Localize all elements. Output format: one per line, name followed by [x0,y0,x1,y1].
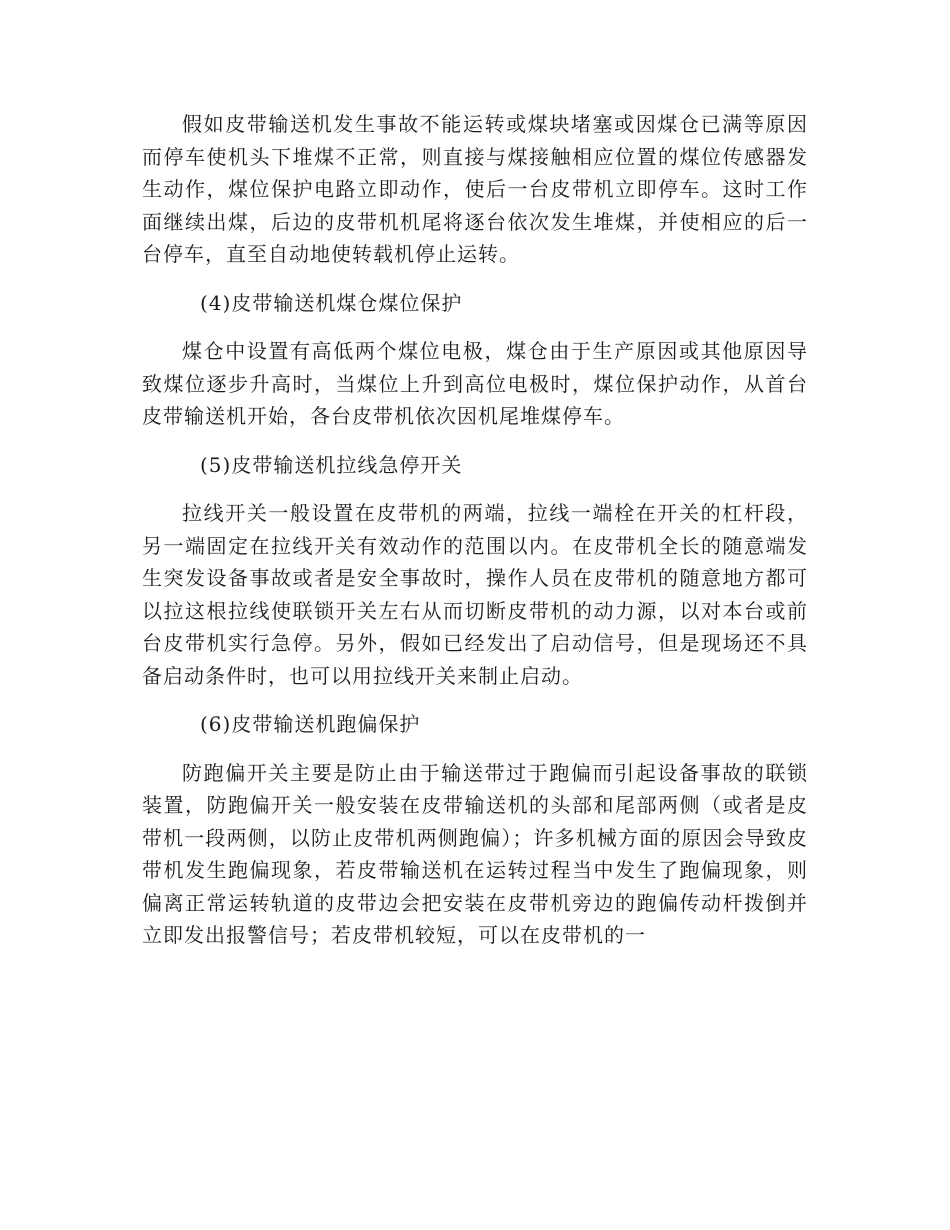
heading-pull-cord-emergency-stop: (5)皮带输送机拉线急停开关 [200,452,463,477]
paragraph-bunker-coal-level-protection: 煤仓中设置有高低两个煤位电极，煤仓由于生产原因或其他原因导致煤位逐步升高时，当煤位上升到高位电极时，煤位保护动作，从首台皮带输送机开始，各台皮带机依次因机尾堆煤停车。 [142,339,808,428]
paragraph-coal-blockage-protection: 假如皮带输送机发生事故不能运转或煤块堵塞或因煤仓已满等原因而停车使机头下堆煤不正常，则直接与煤接触相应位置的煤位传感器发生动作，煤位保护电路立即动作，使后一台皮带机立即停车。这时工作面继续出煤，后边的皮带机机尾将逐台依次发生堆煤，并使相应的后一台停车，直至自动地使转载机停止运转。 [142,112,808,266]
document-body [142,108,808,968]
heading-bunker-coal-level-protection: (4)皮带输送机煤仓煤位保护 [200,290,463,315]
paragraph-pull-cord-emergency-stop: 拉线开关一般设置在皮带机的两端，拉线一端栓在开关的杠杆段，另一端固定在拉线开关有效动作的范围以内。在皮带机全长的随意端发生突发设备事故或者是安全事故时，操作人员在皮带机的随意地方都可以拉这根拉线使联锁开关左右从而切断皮带机的动力源，以对本台或前台皮带机实行急停。另外，假如已经发出了启动信号，但是现场还不具备启动条件时，也可以用拉线开关来制止启动。 [142,501,808,688]
paragraph-belt-deviation-protection: 防跑偏开关主要是防止由于输送带过于跑偏而引起设备事故的联锁装置，防跑偏开关一般安装在皮带输送机的头部和尾部两侧（或者是皮带机一段两侧，以防止皮带机两侧跑偏）；许多机械方面的原因会导致皮带机发生跑偏现象，若皮带输送机在运转过程当中发生了跑偏现象，则偏离正常运转轨道的皮带边会把安装在皮带机旁边的跑偏传动杆拨倒并立即发出报警信号；若皮带机较短，可以在皮带机的一 [142,760,808,947]
heading-belt-deviation-protection: (6)皮带输送机跑偏保护 [200,712,421,736]
